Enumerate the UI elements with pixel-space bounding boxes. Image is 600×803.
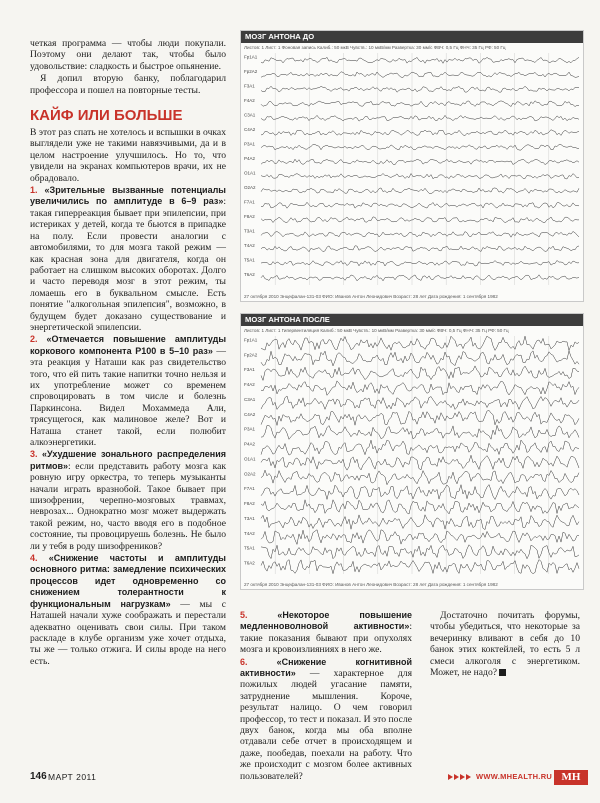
eeg-channel-label: F3A1 [244,83,255,89]
list-item: 6. «Снижение когнитивной активности» — характерное для пожилых людей угасание памяти, затруднение мышления. Короче, результат налицо. О чем говорил профессор, то тест и показал. И это после двух банок, когда мы оба вполне отдавали себе отчет в происходящем и даже, пообедав, поехали на работу. Что же происходит с мозгом более активных пользователей? [240,656,412,782]
eeg-trace [261,336,579,351]
end-mark-icon [499,669,506,676]
site-url[interactable]: WWW.MHEALTH.RU [476,772,553,781]
eeg-trace [261,410,579,425]
eeg-trace [261,261,579,267]
eeg-trace [261,455,579,470]
eeg-after-footer: 27 октября 2010 Энцефалан-131-03 ФИО: Иванов Антон Леонидович Возраст: 28 лет Дата рождения: 1 сентября 1982 [244,582,498,587]
eeg-channel-label: F7A1 [244,486,255,492]
page-footer [0,770,600,786]
eeg-channel-label: C3A1 [244,112,256,118]
eeg-channel-label: Fp1A1 [244,54,258,60]
eeg-channel-label: C4A2 [244,411,256,417]
article-column-middle [240,610,412,783]
list-item: 1. «Зрительные вызванные потенциалы увеличились по амплитуде в 6–9 раз»: такая гиперреакция бывает при эпилепсии, при истериках у детей, когда те бьются в припадке на полу. Если провести аналогии с автомобилями, то для мозга такой режим — как красная зона для двигателя, когда он работает на слишком высоких оборотах. Долго и часто переводя мозг в этот режим, ты ломаешь его в буквальном смысле. Есть понятие "алкогольная эпилепсия", возможно, в будущем будет доказано существование и энергетической эпилепсии. [30,185,226,333]
eeg-after-figure [240,313,584,590]
eeg-channel-label: C3A1 [244,396,256,402]
eeg-channel-label: O1A1 [244,170,256,176]
intro-paragraph: Я допил вторую банку, поблагодарил профессора и пошел на повторные тесты. [30,73,226,96]
eeg-channel-label: T5A1 [244,545,255,551]
eeg-channel-label: F8A2 [244,501,255,507]
issue-date: МАРТ 2011 [48,772,97,782]
list-item: 3. «Ухудшение зонального распределения ритмов»: если представить работу мозга как ровную игру оркестра, то теперь музыканты начали играть вразнобой. Такое бывает при шизофрении, черепно-мозговых травмах, неврозах... Однократно мозг может выдержать такой режим, но, часто вводя его в подобное состояние, ты провоцируешь болезнь. Не было ли у тебя в роду шизофреников? [30,449,226,552]
eeg-channel-label: F3A1 [244,367,255,373]
eeg-trace [261,366,579,381]
eeg-trace [261,500,579,514]
eeg-trace [261,515,579,530]
eeg-channel-label: T3A1 [244,515,255,521]
eeg-channel-label: P4A2 [244,441,256,447]
eeg-trace [261,130,579,136]
eeg-trace [261,485,579,500]
eeg-trace [261,115,579,121]
eeg-channel-label: O2A2 [244,471,256,477]
arrows-icon [448,774,472,780]
eeg-trace [261,560,579,574]
eeg-trace [261,530,579,545]
section-title: КАЙФ ИЛИ БОЛЬШЕ [30,107,183,125]
article-column-left [30,38,226,668]
eeg-trace [261,246,579,252]
eeg-channel-label: T3A1 [244,228,255,234]
page-number: 146 [30,771,47,782]
eeg-before-traces [241,53,583,285]
eeg-trace [261,232,579,238]
eeg-channel-label: T5A1 [244,257,255,263]
eeg-trace [261,425,579,439]
eeg-trace [261,470,579,485]
intro-paragraph: четкая программа — чтобы люди покупали. Поэтому они делают так, чтобы было удовольствие: сладкость и быстрое опьянение. [30,38,226,72]
eeg-after-traces [241,336,583,574]
eeg-trace [261,188,579,194]
eeg-before-figure [240,30,584,302]
eeg-channel-label: P3A1 [244,426,256,432]
eeg-channel-label: P4A2 [244,155,256,161]
eeg-trace [261,57,579,63]
eeg-channel-label: T4A2 [244,530,255,536]
eeg-channel-label: Fp1A1 [244,337,258,343]
eeg-trace [261,440,579,455]
eeg-trace [261,545,579,559]
eeg-after-title: МОЗГ АНТОНА ПОСЛЕ [241,314,583,326]
eeg-channel-label: T6A2 [244,271,255,277]
eeg-trace [261,159,579,164]
eeg-before-meta: Листов: 1 Лист: 1 Фоновая запись Калиб.: 50 мкВ Чувств.: 10 мкВ/мм Развертка: 30 мм/с ФВЧ: 0,5 Гц ФНЧ: 35 Гц РФ: 50 Гц [244,45,506,50]
eeg-trace [261,275,579,281]
article-column-right [430,610,580,679]
eeg-trace [261,174,579,179]
list-item: 4. «Снижение частоты и амплитуды основного ритма: замедление психических процессов идет одновременно со снижением толерантности к функциональным нагрузкам» — мы с Наташей начали хуже соображать и перестали адекватно оценивать свои силы. При таком раскладе в клубе организм уже хочет отдыха, ты же — только отжига. И силы вроде на него есть. [30,553,226,667]
list-item: 5. «Некоторое повышение медленноволновой активности»: такие показания бывают при опухолях мозга и кровоизлияниях в него же. [240,610,412,656]
eeg-channel-label: P3A1 [244,141,256,147]
eeg-channel-label: O1A1 [244,456,256,462]
eeg-trace [261,396,579,409]
eeg-trace [261,144,579,150]
eeg-trace [261,101,579,107]
closing-paragraph: Достаточно почитать форумы, чтобы убедиться, что некоторые за вечеринку вливают в себя до 10 банок этих коктейлей, то есть 5 л смеси алкоголя с энергетиком. Может, не надо? [430,610,580,679]
eeg-after-meta: Листов: 1 Лист: 1 Гипервентиляция Калиб.: 50 мкВ Чувств.: 10 мкВ/мм Развертка: 30 мм/с ФВЧ: 0,5 Гц ФНЧ: 35 Гц РФ: 50 Гц [244,328,509,333]
brand-logo: MH [554,770,588,785]
eeg-trace [261,381,579,395]
eeg-trace [261,217,579,223]
eeg-trace [261,351,579,366]
eeg-before-title: МОЗГ АНТОНА ДО [241,31,583,43]
eeg-channel-label: F4A2 [244,382,255,388]
eeg-channel-label: C4A2 [244,126,256,132]
eeg-trace [261,86,579,92]
eeg-channel-label: T4A2 [244,242,255,248]
eeg-trace [261,202,579,208]
eeg-before-footer: 27 октября 2010 Энцефалан-131-03 ФИО: Иванов Антон Леонидович Возраст: 28 лет Дата рождения: 1 сентября 1982 [244,294,498,299]
eeg-channel-label: Fp2A2 [244,68,258,74]
eeg-channel-label: O2A2 [244,184,256,190]
eeg-channel-label: T6A2 [244,560,255,566]
eeg-channel-label: F8A2 [244,213,255,219]
eeg-trace [261,72,579,78]
eeg-channel-label: Fp2A2 [244,352,258,358]
section-lead: В этот раз спать не хотелось и вспышки в очках выглядели уже не такими навязчивыми, да и в целом настроение улучшилось. Но то, что увидели на экранах компьютеров врачи, их не обрадовало. [30,127,226,184]
eeg-channel-label: F7A1 [244,199,255,205]
list-item: 2. «Отмечается повышение амплитуды коркового компонента P100 в 5–10 раз» — эта реакция у Наташи как раз свидетельство того, что ей пить такие напитки точно нельзя и их употребление может со временем спровоцировать в том числе и болезнь Паркинсона. Видел Мохаммеда Али, трясущегося, как малиновое желе? Вот и Наташа станет такой, если полюбит алкоэнергетики. [30,334,227,448]
eeg-channel-label: F4A2 [244,97,255,103]
